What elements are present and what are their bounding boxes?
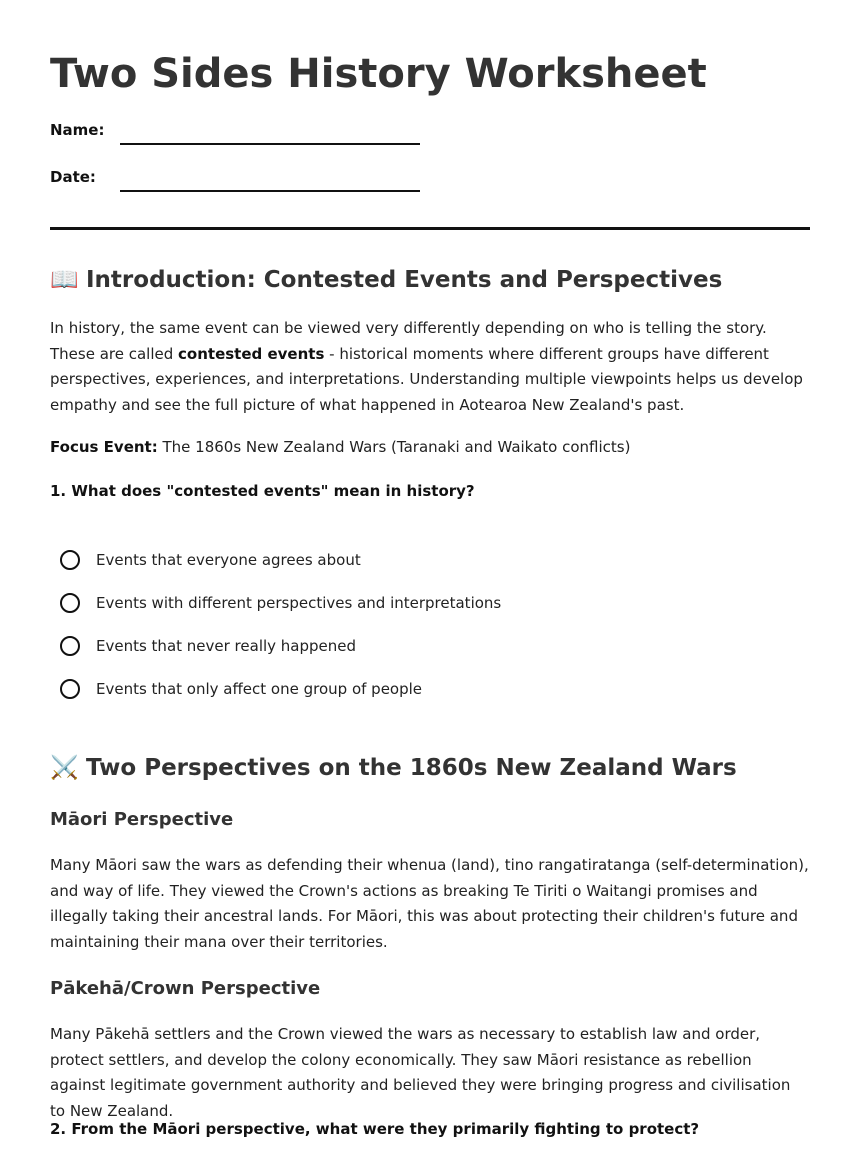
q1-option-3[interactable]	[60, 633, 356, 659]
radio-button[interactable]	[60, 593, 80, 613]
maori-perspective-text: Many Māori saw the wars as defending their whenua (land), tino rangatiratanga (self-determination), and way of life. They viewed the Crown's actions as breaking Te Tiriti o Waitangi promises and illegally taking their ancestral lands. For Māori, this was about protecting their children's future and maintaining their mana over their territories.	[50, 856, 809, 951]
option-label: Events that everyone agrees about	[96, 551, 361, 569]
q1-option-4[interactable]	[60, 676, 422, 702]
intro-text-part1: In history, the same event can be viewed very differently depending on who is telling the story. These are called	[50, 319, 767, 363]
intro-paragraph	[50, 316, 810, 418]
date-label: Date:	[50, 168, 96, 186]
option-label: Events that never really happened	[96, 637, 357, 655]
pakeha-perspective-heading: Pākehā/Crown Perspective	[50, 978, 321, 999]
page-title: Two Sides History Worksheet	[50, 51, 707, 97]
radio-button[interactable]	[60, 550, 80, 570]
divider	[50, 227, 810, 230]
focus-event	[50, 435, 810, 461]
question-2: 2. From the Māori perspective, what were they primarily fighting to protect?	[50, 1120, 700, 1138]
radio-button[interactable]	[60, 636, 80, 656]
intro-heading	[50, 266, 722, 293]
intro-text-bold: contested events	[178, 344, 325, 363]
perspectives-heading	[50, 754, 737, 781]
option-label: Events with different perspectives and interpretations	[96, 594, 502, 612]
focus-event-label: Focus Event:	[50, 438, 158, 456]
date-field[interactable]	[120, 190, 420, 192]
radio-button[interactable]	[60, 679, 80, 699]
intro-text-part2: - historical moments where different groups have different perspectives, experiences, and interpretations. Understanding multiple viewpoints helps us develop empathy and see the full picture of what happened in Aotearoa New Zealand's past.	[50, 344, 803, 414]
crossed-swords-icon: ⚔️	[50, 755, 79, 781]
perspectives-heading-text: Two Perspectives on the 1860s New Zealand Wars	[86, 755, 737, 781]
intro-heading-text: Introduction: Contested Events and Perspectives	[86, 267, 723, 293]
name-field[interactable]	[120, 143, 420, 145]
q1-option-1[interactable]	[60, 547, 361, 573]
name-label: Name:	[50, 121, 105, 139]
focus-event-text: The 1860s New Zealand Wars (Taranaki and Waikato conflicts)	[157, 438, 631, 456]
q1-option-2[interactable]	[60, 590, 501, 616]
pakeha-perspective-text: Many Pākehā settlers and the Crown viewed the wars as necessary to establish law and order, protect settlers, and develop the colony economically. They saw Māori resistance as rebellion against legitimate government authority and believed they were bringing progress and civilisation to New Zealand.	[50, 1025, 791, 1120]
maori-perspective-heading: Māori Perspective	[50, 809, 234, 830]
book-icon: 📖	[50, 267, 79, 293]
option-label: Events that only affect one group of people	[96, 680, 423, 698]
question-1: 1. What does "contested events" mean in history?	[50, 482, 475, 500]
